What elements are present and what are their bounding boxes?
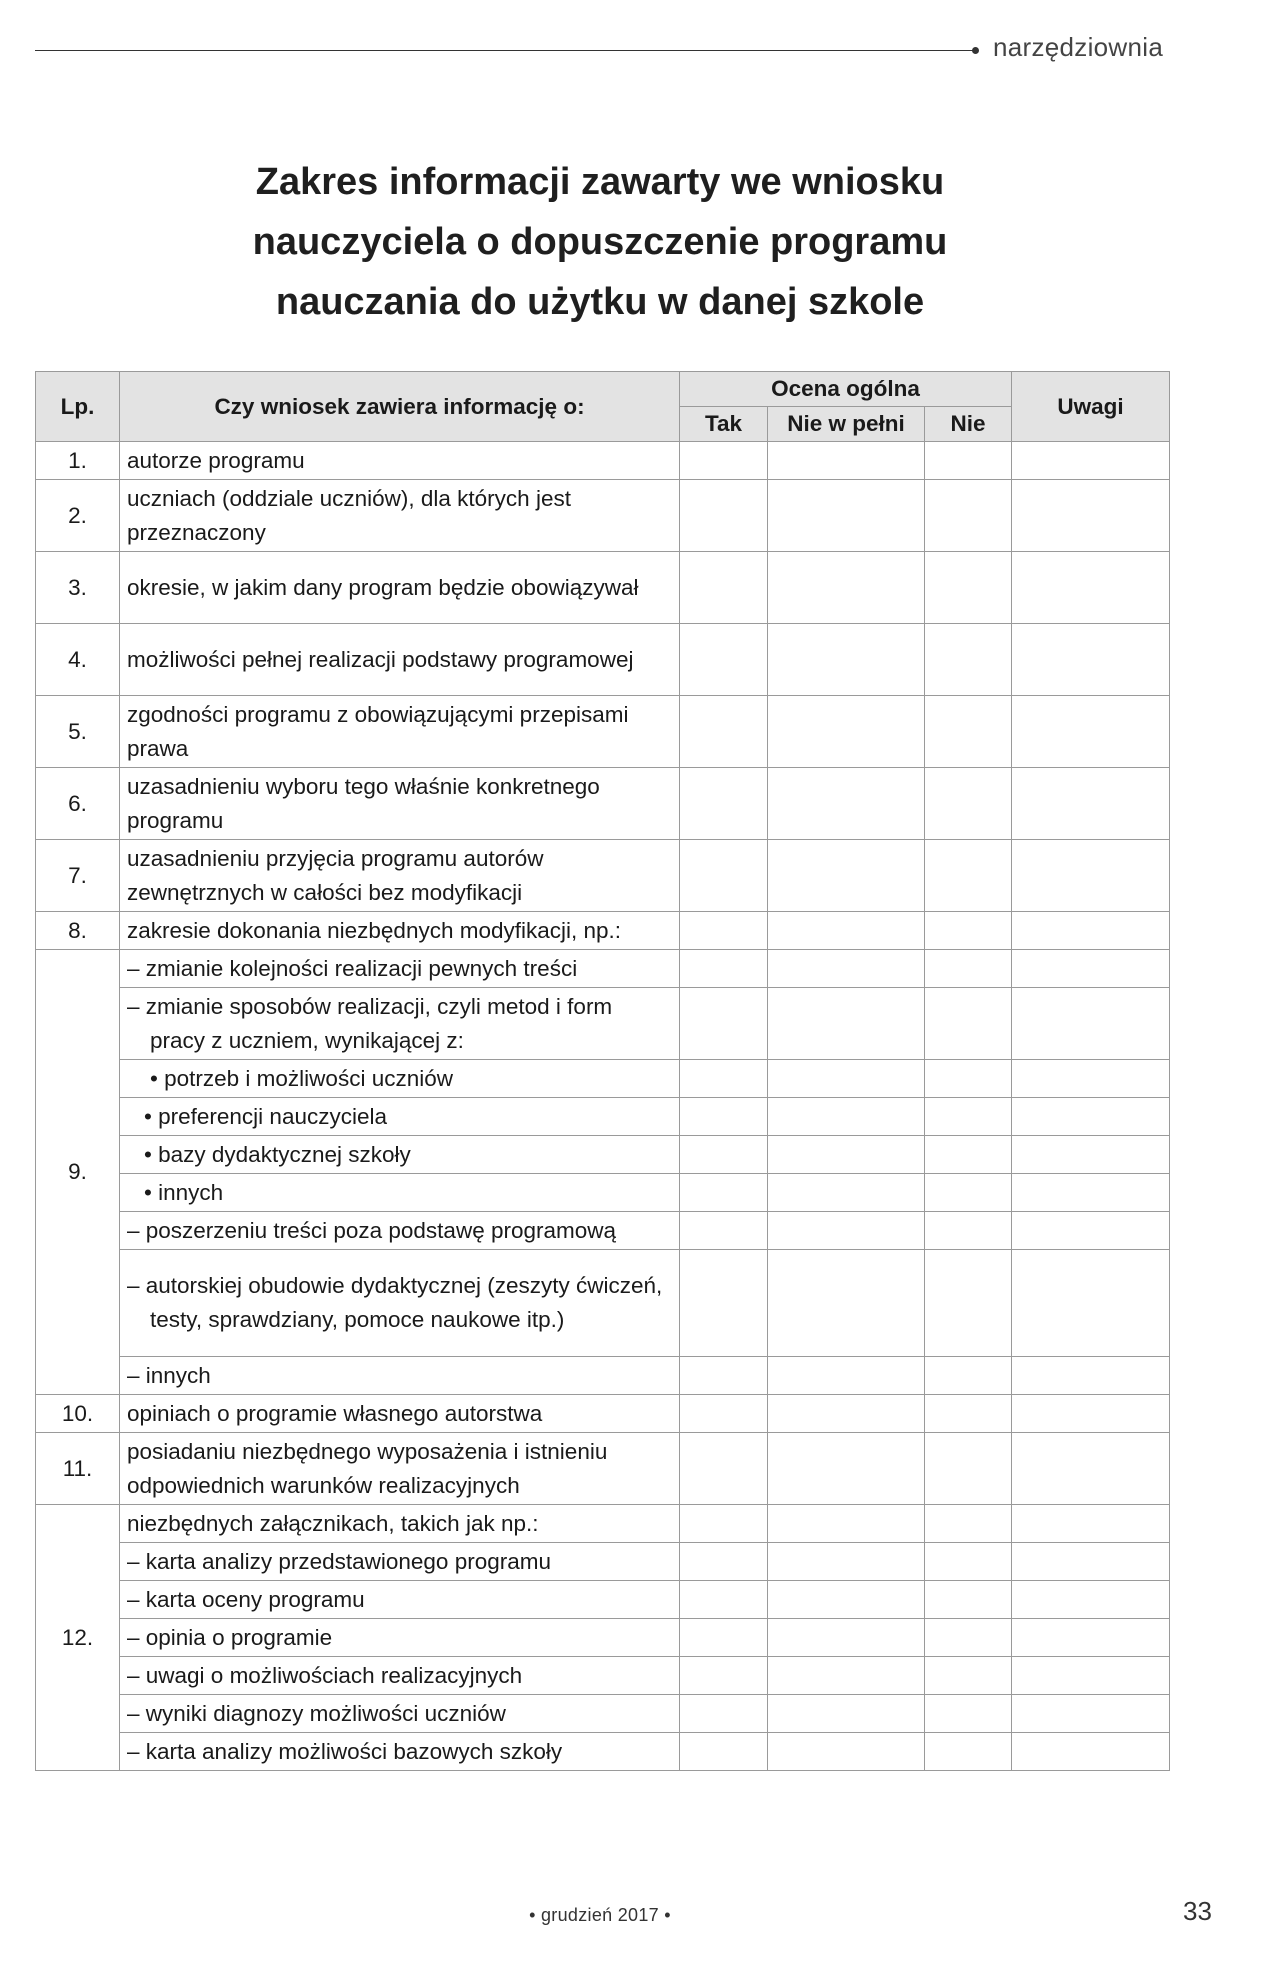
cell-no[interactable] <box>925 988 1012 1060</box>
cell-yes[interactable] <box>680 1395 768 1433</box>
row-subitem: – zmianie sposobów realizacji, czyli metod i form pracy z uczniem, wynikającej z: <box>120 988 680 1060</box>
row-subitem: • innych <box>120 1174 680 1212</box>
cell-no[interactable] <box>925 1581 1012 1619</box>
cell-yes[interactable] <box>680 840 768 912</box>
row-text: uczniach (oddziale uczniów), dla których jest przeznaczony <box>120 480 680 552</box>
cell-yes[interactable] <box>680 768 768 840</box>
cell-notes[interactable] <box>1012 1543 1170 1581</box>
cell-yes[interactable] <box>680 1357 768 1395</box>
table-row <box>36 1250 1170 1357</box>
table-row <box>36 768 1170 840</box>
cell-no[interactable] <box>925 442 1012 480</box>
cell-partial[interactable] <box>768 1657 925 1695</box>
cell-no[interactable] <box>925 1543 1012 1581</box>
table-row <box>36 1733 1170 1771</box>
cell-partial[interactable] <box>768 1543 925 1581</box>
cell-notes[interactable] <box>1012 696 1170 768</box>
cell-partial[interactable] <box>768 1250 925 1357</box>
page-title-line-3: nauczania do użytku w danej szkole <box>275 281 925 323</box>
row-number: 5. <box>36 696 120 768</box>
cell-yes[interactable] <box>680 988 768 1060</box>
cell-yes[interactable] <box>680 912 768 950</box>
page-title-line-2: nauczyciela o dopuszczenie programu <box>252 221 948 263</box>
cell-no[interactable] <box>925 1695 1012 1733</box>
cell-notes[interactable] <box>1012 912 1170 950</box>
row-number: 3. <box>36 552 120 624</box>
cell-partial[interactable] <box>768 1505 925 1543</box>
cell-partial[interactable] <box>768 1212 925 1250</box>
cell-no[interactable] <box>925 1657 1012 1695</box>
row-subitem: – karta oceny programu <box>120 1581 680 1619</box>
header-partial: Nie w pełni <box>768 407 925 442</box>
row-subitem: • bazy dydaktycznej szkoły <box>120 1136 680 1174</box>
cell-yes[interactable] <box>680 1136 768 1174</box>
cell-no[interactable] <box>925 696 1012 768</box>
table-row <box>36 1357 1170 1395</box>
cell-no[interactable] <box>925 1395 1012 1433</box>
header-yes: Tak <box>680 407 768 442</box>
cell-partial[interactable] <box>768 768 925 840</box>
table-row <box>36 480 1170 552</box>
row-subitem: – karta analizy możliwości bazowych szkoły <box>120 1733 680 1771</box>
row-text: możliwości pełnej realizacji podstawy programowej <box>120 624 680 696</box>
cell-notes[interactable] <box>1012 950 1170 988</box>
header-question: Czy wniosek zawiera informację o: <box>120 372 680 442</box>
section-label: narzędziownia <box>993 32 1164 62</box>
cell-notes[interactable] <box>1012 1060 1170 1098</box>
cell-no[interactable] <box>925 480 1012 552</box>
row-text: zgodności programu z obowiązującymi przepisami prawa <box>120 696 680 768</box>
table-row <box>36 988 1170 1060</box>
table-row <box>36 1505 1170 1543</box>
row-text: autorze programu <box>120 442 680 480</box>
header-dot <box>972 47 979 54</box>
cell-yes[interactable] <box>680 1098 768 1136</box>
row-subitem: – poszerzeniu treści poza podstawę programową <box>120 1212 680 1250</box>
cell-partial[interactable] <box>768 912 925 950</box>
row-subitem: – autorskiej obudowie dydaktycznej (zeszyty ćwiczeń, testy, sprawdziany, pomoce naukowe itp.) <box>120 1250 680 1357</box>
cell-notes[interactable] <box>1012 1581 1170 1619</box>
row-subitem: – zmianie kolejności realizacji pewnych treści <box>120 950 680 988</box>
cell-no[interactable] <box>925 1619 1012 1657</box>
cell-notes[interactable] <box>1012 552 1170 624</box>
cell-notes[interactable] <box>1012 480 1170 552</box>
row-subitem: – opinia o programie <box>120 1619 680 1657</box>
cell-yes[interactable] <box>680 950 768 988</box>
cell-yes[interactable] <box>680 1174 768 1212</box>
header-notes: Uwagi <box>1012 372 1170 442</box>
table-row <box>36 912 1170 950</box>
cell-no[interactable] <box>925 1433 1012 1505</box>
cell-notes[interactable] <box>1012 768 1170 840</box>
table-row <box>36 950 1170 988</box>
cell-no[interactable] <box>925 1098 1012 1136</box>
cell-partial[interactable] <box>768 840 925 912</box>
cell-no[interactable] <box>925 912 1012 950</box>
table-row <box>36 552 1170 624</box>
row-subitem: • preferencji nauczyciela <box>120 1098 680 1136</box>
table-row <box>36 1695 1170 1733</box>
table-row <box>36 1395 1170 1433</box>
cell-partial[interactable] <box>768 1098 925 1136</box>
cell-yes[interactable] <box>680 552 768 624</box>
cell-notes[interactable] <box>1012 1695 1170 1733</box>
cell-yes[interactable] <box>680 1060 768 1098</box>
table-row <box>36 1619 1170 1657</box>
table-row <box>36 1581 1170 1619</box>
cell-partial[interactable] <box>768 1395 925 1433</box>
cell-partial[interactable] <box>768 552 925 624</box>
footer-issue: • grudzień 2017 • <box>529 1905 671 1925</box>
header-rating: Ocena ogólna <box>680 372 1012 407</box>
cell-partial[interactable] <box>768 1433 925 1505</box>
cell-notes[interactable] <box>1012 624 1170 696</box>
row-number: 4. <box>36 624 120 696</box>
header-lp: Lp. <box>36 372 120 442</box>
cell-partial[interactable] <box>768 950 925 988</box>
cell-notes[interactable] <box>1012 1619 1170 1657</box>
cell-no[interactable] <box>925 1212 1012 1250</box>
cell-notes[interactable] <box>1012 1433 1170 1505</box>
header-no: Nie <box>925 407 1012 442</box>
cell-notes[interactable] <box>1012 1136 1170 1174</box>
cell-no[interactable] <box>925 1136 1012 1174</box>
cell-yes[interactable] <box>680 1581 768 1619</box>
cell-partial[interactable] <box>768 1619 925 1657</box>
row-number: 7. <box>36 840 120 912</box>
cell-partial[interactable] <box>768 1357 925 1395</box>
row-text: uzasadnieniu przyjęcia programu autorów zewnętrznych w całości bez modyfikacji <box>120 840 680 912</box>
cell-no[interactable] <box>925 624 1012 696</box>
row-text: zakresie dokonania niezbędnych modyfikacji, np.: <box>120 912 680 950</box>
cell-partial[interactable] <box>768 696 925 768</box>
header-rule <box>35 50 975 51</box>
cell-no[interactable] <box>925 1174 1012 1212</box>
row-number: 6. <box>36 768 120 840</box>
cell-partial[interactable] <box>768 1581 925 1619</box>
cell-partial[interactable] <box>768 624 925 696</box>
cell-no[interactable] <box>925 1060 1012 1098</box>
row-text: okresie, w jakim dany program będzie obowiązywał <box>120 552 680 624</box>
row-text: posiadaniu niezbędnego wyposażenia i istnieniu odpowiednich warunków realizacyjnych <box>120 1433 680 1505</box>
cell-partial[interactable] <box>768 988 925 1060</box>
table-row <box>36 840 1170 912</box>
cell-notes[interactable] <box>1012 1733 1170 1771</box>
table-row <box>36 1098 1170 1136</box>
cell-no[interactable] <box>925 552 1012 624</box>
cell-no[interactable] <box>925 950 1012 988</box>
table-row <box>36 1212 1170 1250</box>
row-number: 12. <box>36 1505 120 1771</box>
cell-notes[interactable] <box>1012 1212 1170 1250</box>
table-row <box>36 1657 1170 1695</box>
cell-partial[interactable] <box>768 442 925 480</box>
cell-no[interactable] <box>925 840 1012 912</box>
cell-yes[interactable] <box>680 442 768 480</box>
page-title <box>180 152 1020 332</box>
cell-no[interactable] <box>925 1357 1012 1395</box>
row-subitem: – uwagi o możliwościach realizacyjnych <box>120 1657 680 1695</box>
cell-notes[interactable] <box>1012 988 1170 1060</box>
row-number: 1. <box>36 442 120 480</box>
cell-notes[interactable] <box>1012 442 1170 480</box>
cell-partial[interactable] <box>768 1733 925 1771</box>
row-subitem: – karta analizy przedstawionego programu <box>120 1543 680 1581</box>
page-number: 33 <box>1183 1896 1212 1926</box>
row-subitem: – innych <box>120 1357 680 1395</box>
cell-notes[interactable] <box>1012 1395 1170 1433</box>
row-number: 2. <box>36 480 120 552</box>
table-row <box>36 1060 1170 1098</box>
table-row <box>36 696 1170 768</box>
row-text: opiniach o programie własnego autorstwa <box>120 1395 680 1433</box>
table-row <box>36 1174 1170 1212</box>
cell-yes[interactable] <box>680 1543 768 1581</box>
cell-yes[interactable] <box>680 1657 768 1695</box>
cell-partial[interactable] <box>768 1136 925 1174</box>
cell-notes[interactable] <box>1012 1174 1170 1212</box>
page-title-line-1: Zakres informacji zawarty we wniosku <box>255 161 945 203</box>
table-row <box>36 1136 1170 1174</box>
cell-no[interactable] <box>925 768 1012 840</box>
cell-no[interactable] <box>925 1250 1012 1357</box>
row-subitem: niezbędnych załącznikach, takich jak np.: <box>120 1505 680 1543</box>
cell-notes[interactable] <box>1012 1250 1170 1357</box>
cell-partial[interactable] <box>768 1060 925 1098</box>
cell-yes[interactable] <box>680 1212 768 1250</box>
cell-notes[interactable] <box>1012 1357 1170 1395</box>
row-number: 9. <box>36 950 120 1395</box>
row-subitem: – wyniki diagnozy możliwości uczniów <box>120 1695 680 1733</box>
cell-partial[interactable] <box>768 480 925 552</box>
cell-yes[interactable] <box>680 480 768 552</box>
table-row <box>36 624 1170 696</box>
cell-notes[interactable] <box>1012 1505 1170 1543</box>
row-number: 8. <box>36 912 120 950</box>
table-row <box>36 442 1170 480</box>
cell-yes[interactable] <box>680 1619 768 1657</box>
cell-notes[interactable] <box>1012 1657 1170 1695</box>
cell-no[interactable] <box>925 1733 1012 1771</box>
cell-yes[interactable] <box>680 1505 768 1543</box>
cell-notes[interactable] <box>1012 840 1170 912</box>
table-row <box>36 1543 1170 1581</box>
cell-yes[interactable] <box>680 1250 768 1357</box>
cell-no[interactable] <box>925 1505 1012 1543</box>
row-subitem: • potrzeb i możliwości uczniów <box>120 1060 680 1098</box>
cell-partial[interactable] <box>768 1174 925 1212</box>
cell-yes[interactable] <box>680 624 768 696</box>
cell-yes[interactable] <box>680 696 768 768</box>
cell-yes[interactable] <box>680 1733 768 1771</box>
evaluation-table <box>35 371 1170 1771</box>
row-number: 10. <box>36 1395 120 1433</box>
cell-yes[interactable] <box>680 1433 768 1505</box>
cell-notes[interactable] <box>1012 1098 1170 1136</box>
cell-partial[interactable] <box>768 1695 925 1733</box>
table-row <box>36 1433 1170 1505</box>
cell-yes[interactable] <box>680 1695 768 1733</box>
row-text: uzasadnieniu wyboru tego właśnie konkretnego programu <box>120 768 680 840</box>
row-number: 11. <box>36 1433 120 1505</box>
